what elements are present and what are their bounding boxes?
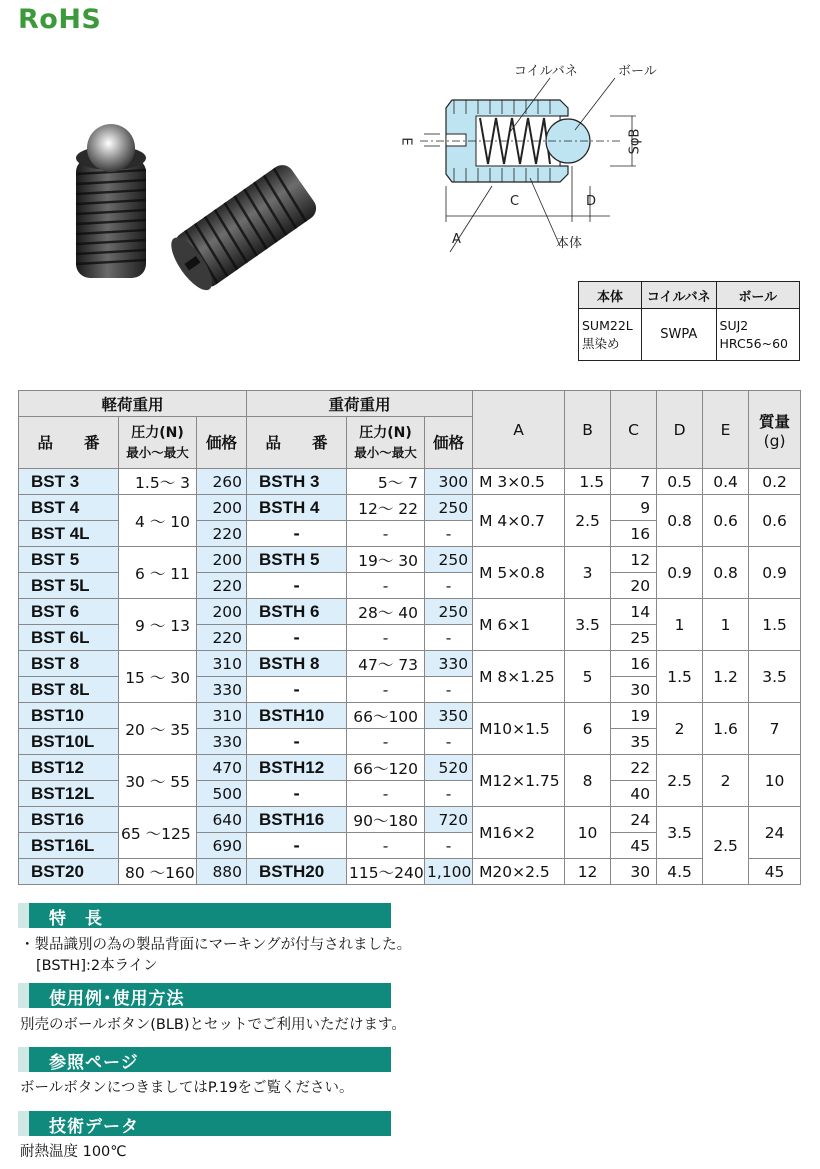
light-price: 330	[197, 677, 247, 703]
dim-c: 19	[611, 703, 657, 729]
materials-table	[578, 281, 800, 361]
dim-c: 16	[611, 521, 657, 547]
light-pressure: 4 ～ 10	[119, 495, 197, 547]
mass: 1.5	[749, 599, 801, 651]
col-light-pressure-header: 圧力(N) 最小～最大	[119, 417, 197, 469]
light-price: 500	[197, 781, 247, 807]
col-light-part-header: 品 番	[19, 417, 119, 469]
dim-a: M10×1.5	[473, 703, 565, 755]
features-text-1: ・製品識別の為の製品背面にマーキングが付与されました。	[20, 937, 412, 953]
mat-header-coil: コイルバネ	[642, 282, 717, 309]
heavy-pressure: 5～ 7	[347, 469, 425, 495]
light-price: 470	[197, 755, 247, 781]
light-price: 310	[197, 703, 247, 729]
light-part-no: BST12	[19, 755, 119, 781]
heavy-pressure: 90～180	[347, 807, 425, 833]
rohs-logo: RoHS	[18, 4, 102, 35]
light-part-no: BST12L	[19, 781, 119, 807]
heavy-pressure: 19～ 30	[347, 547, 425, 573]
heavy-pressure: 115～240	[347, 859, 425, 885]
mass: 0.2	[749, 469, 801, 495]
heavy-pressure: -	[347, 781, 425, 807]
dim-c: 25	[611, 625, 657, 651]
heavy-part-no: BSTH 5	[247, 547, 347, 573]
table-row	[19, 807, 801, 833]
features-text-2: [BSTH]:2本ライン	[36, 958, 158, 974]
dim-a: M 3×0.5	[473, 469, 565, 495]
light-part-no: BST 6L	[19, 625, 119, 651]
col-light-price-header: 価格	[197, 417, 247, 469]
dim-e: 0.8	[703, 547, 749, 599]
heavy-price: -	[425, 781, 473, 807]
dim-d: 0.8	[657, 495, 703, 547]
dim-b: 3	[565, 547, 611, 599]
table-row	[19, 651, 801, 677]
heavy-pressure: -	[347, 625, 425, 651]
tech-data-text: 耐熱温度 100℃	[20, 1144, 127, 1160]
c-dim-label: C	[510, 194, 520, 209]
dim-c: 30	[611, 677, 657, 703]
heavy-price: 720	[425, 807, 473, 833]
dim-a: M16×2	[473, 807, 565, 859]
group-heavy-header: 重荷重用	[247, 391, 473, 417]
dim-c: 20	[611, 573, 657, 599]
dim-d: 3.5	[657, 807, 703, 859]
heavy-price: 250	[425, 495, 473, 521]
light-pressure: 1.5～ 3	[119, 469, 197, 495]
features-section-header: 特 長	[18, 903, 391, 928]
heavy-price: -	[425, 521, 473, 547]
heavy-price: 330	[425, 651, 473, 677]
col-heavy-pressure-header: 圧力(N) 最小～最大	[347, 417, 425, 469]
mass: 3.5	[749, 651, 801, 703]
dim-e: 1	[703, 599, 749, 651]
col-heavy-part-header: 品 番	[247, 417, 347, 469]
light-part-no: BST10L	[19, 729, 119, 755]
dim-d: 1	[657, 599, 703, 651]
heavy-price: 350	[425, 703, 473, 729]
light-part-no: BST 4L	[19, 521, 119, 547]
heavy-price: -	[425, 573, 473, 599]
light-part-no: BST 5	[19, 547, 119, 573]
heavy-part-no: BSTH 8	[247, 651, 347, 677]
spec-table	[18, 390, 801, 885]
light-pressure: 80 ～160	[119, 859, 197, 885]
dim-a: M 8×1.25	[473, 651, 565, 703]
usage-section-header: 使用例･使用方法	[18, 983, 391, 1008]
heavy-price: -	[425, 729, 473, 755]
heavy-part-no: BSTH 3	[247, 469, 347, 495]
heavy-price: -	[425, 625, 473, 651]
mass: 7	[749, 703, 801, 755]
light-part-no: BST16L	[19, 833, 119, 859]
table-row	[19, 469, 801, 495]
light-part-no: BST20	[19, 859, 119, 885]
heavy-pressure: -	[347, 729, 425, 755]
heavy-price: 250	[425, 599, 473, 625]
light-price: 200	[197, 599, 247, 625]
dim-c: 16	[611, 651, 657, 677]
heavy-part-no: BSTH 6	[247, 599, 347, 625]
dim-b: 8	[565, 755, 611, 807]
tech-data-section-header: 技術データ	[18, 1111, 391, 1136]
dim-d: 2	[657, 703, 703, 755]
col-b-header: B	[565, 391, 611, 469]
reference-text: ボールボタンにつきましてはP.19をご覧ください。	[20, 1080, 354, 1096]
dim-b: 10	[565, 807, 611, 859]
reference-section-header: 参照ページ	[18, 1047, 391, 1072]
heavy-part-no: -	[247, 573, 347, 599]
cross-section-drawing	[410, 56, 670, 256]
dim-d: 2.5	[657, 755, 703, 807]
light-part-no: BST16	[19, 807, 119, 833]
dim-d: 4.5	[657, 859, 703, 885]
usage-text: 別売のボールボタン(BLB)とセットでご利用いただけます。	[20, 1017, 406, 1033]
dim-b: 6	[565, 703, 611, 755]
dim-d: 1.5	[657, 651, 703, 703]
heavy-price: -	[425, 833, 473, 859]
light-price: 310	[197, 651, 247, 677]
a-dim-label: A	[452, 232, 461, 247]
heavy-pressure: -	[347, 573, 425, 599]
table-row	[19, 599, 801, 625]
dim-c: 9	[611, 495, 657, 521]
heavy-pressure: 66～100	[347, 703, 425, 729]
light-price: 880	[197, 859, 247, 885]
dim-d: 0.9	[657, 547, 703, 599]
heavy-price: 520	[425, 755, 473, 781]
table-row	[19, 859, 801, 885]
dim-c: 45	[611, 833, 657, 859]
light-part-no: BST 8	[19, 651, 119, 677]
col-c-header: C	[611, 391, 657, 469]
light-pressure: 20 ～ 35	[119, 703, 197, 755]
group-light-header: 軽荷重用	[19, 391, 247, 417]
dim-b: 3.5	[565, 599, 611, 651]
light-price: 220	[197, 573, 247, 599]
light-pressure: 15 ～ 30	[119, 651, 197, 703]
light-price: 690	[197, 833, 247, 859]
heavy-pressure: -	[347, 833, 425, 859]
light-part-no: BST 5L	[19, 573, 119, 599]
dim-d: 0.5	[657, 469, 703, 495]
dim-e: 1.6	[703, 703, 749, 755]
dim-a: M 6×1	[473, 599, 565, 651]
light-part-no: BST10	[19, 703, 119, 729]
dim-c: 40	[611, 781, 657, 807]
dim-a: M 5×0.8	[473, 547, 565, 599]
coil-spring-label: コイルバネ	[514, 64, 578, 79]
dim-b: 2.5	[565, 495, 611, 547]
mass: 0.9	[749, 547, 801, 599]
light-price: 200	[197, 547, 247, 573]
mat-ball-cell: SUJ2 HRC56~60	[716, 309, 799, 361]
light-price: 220	[197, 521, 247, 547]
heavy-part-no: BSTH20	[247, 859, 347, 885]
dim-a: M 4×0.7	[473, 495, 565, 547]
heavy-part-no: BSTH12	[247, 755, 347, 781]
light-price: 260	[197, 469, 247, 495]
dim-c: 24	[611, 807, 657, 833]
heavy-part-no: BSTH10	[247, 703, 347, 729]
light-price: 640	[197, 807, 247, 833]
dim-b: 5	[565, 651, 611, 703]
dim-e: 0.6	[703, 495, 749, 547]
table-row	[19, 495, 801, 521]
heavy-part-no: -	[247, 625, 347, 651]
dim-b: 1.5	[565, 469, 611, 495]
product-photo	[66, 118, 326, 308]
heavy-part-no: -	[247, 833, 347, 859]
heavy-part-no: BSTH16	[247, 807, 347, 833]
heavy-pressure: -	[347, 521, 425, 547]
dim-c: 22	[611, 755, 657, 781]
col-mass-header: 質量 (g)	[749, 391, 801, 469]
dim-c: 35	[611, 729, 657, 755]
mass: 24	[749, 807, 801, 859]
heavy-part-no: -	[247, 781, 347, 807]
dim-e: 1.2	[703, 651, 749, 703]
mat-header-ball: ボール	[716, 282, 799, 309]
table-row	[19, 547, 801, 573]
dim-c: 30	[611, 859, 657, 885]
dim-b: 12	[565, 859, 611, 885]
heavy-part-no: -	[247, 521, 347, 547]
col-e-header: E	[703, 391, 749, 469]
dim-c: 14	[611, 599, 657, 625]
mass: 10	[749, 755, 801, 807]
light-part-no: BST 3	[19, 469, 119, 495]
dim-a: M12×1.75	[473, 755, 565, 807]
light-price: 220	[197, 625, 247, 651]
mat-body-cell: SUM22L 黒染め	[579, 309, 642, 361]
heavy-price: 300	[425, 469, 473, 495]
col-d-header: D	[657, 391, 703, 469]
mass: 45	[749, 859, 801, 885]
table-row	[19, 703, 801, 729]
light-price: 330	[197, 729, 247, 755]
heavy-part-no: -	[247, 677, 347, 703]
sb-dim-label: SφB	[627, 128, 643, 155]
mat-coil-cell: SWPA	[642, 309, 717, 361]
body-label: 本体	[556, 236, 583, 251]
heavy-part-no: -	[247, 729, 347, 755]
dim-a: M20×2.5	[473, 859, 565, 885]
light-price: 200	[197, 495, 247, 521]
heavy-pressure: 47～ 73	[347, 651, 425, 677]
dim-e: 2	[703, 755, 749, 807]
light-pressure: 6 ～ 11	[119, 547, 197, 599]
heavy-pressure: -	[347, 677, 425, 703]
dim-c: 7	[611, 469, 657, 495]
dim-c: 12	[611, 547, 657, 573]
dim-e: 2.5	[703, 807, 749, 885]
light-part-no: BST 6	[19, 599, 119, 625]
heavy-price: -	[425, 677, 473, 703]
light-part-no: BST 8L	[19, 677, 119, 703]
light-pressure: 9 ～ 13	[119, 599, 197, 651]
heavy-pressure: 28～ 40	[347, 599, 425, 625]
d-dim-label: D	[586, 194, 597, 209]
mat-header-body: 本体	[579, 282, 642, 309]
heavy-part-no: BSTH 4	[247, 495, 347, 521]
heavy-price: 1,100	[425, 859, 473, 885]
light-pressure: 30 ～ 55	[119, 755, 197, 807]
ball-label: ボール	[618, 64, 657, 79]
e-dim-label: E	[398, 137, 414, 146]
mass: 0.6	[749, 495, 801, 547]
heavy-pressure: 66～120	[347, 755, 425, 781]
dim-e: 0.4	[703, 469, 749, 495]
light-part-no: BST 4	[19, 495, 119, 521]
heavy-price: 250	[425, 547, 473, 573]
col-a-header: A	[473, 391, 565, 469]
col-heavy-price-header: 価格	[425, 417, 473, 469]
table-row	[19, 755, 801, 781]
heavy-pressure: 12～ 22	[347, 495, 425, 521]
light-pressure: 65 ～125	[119, 807, 197, 859]
